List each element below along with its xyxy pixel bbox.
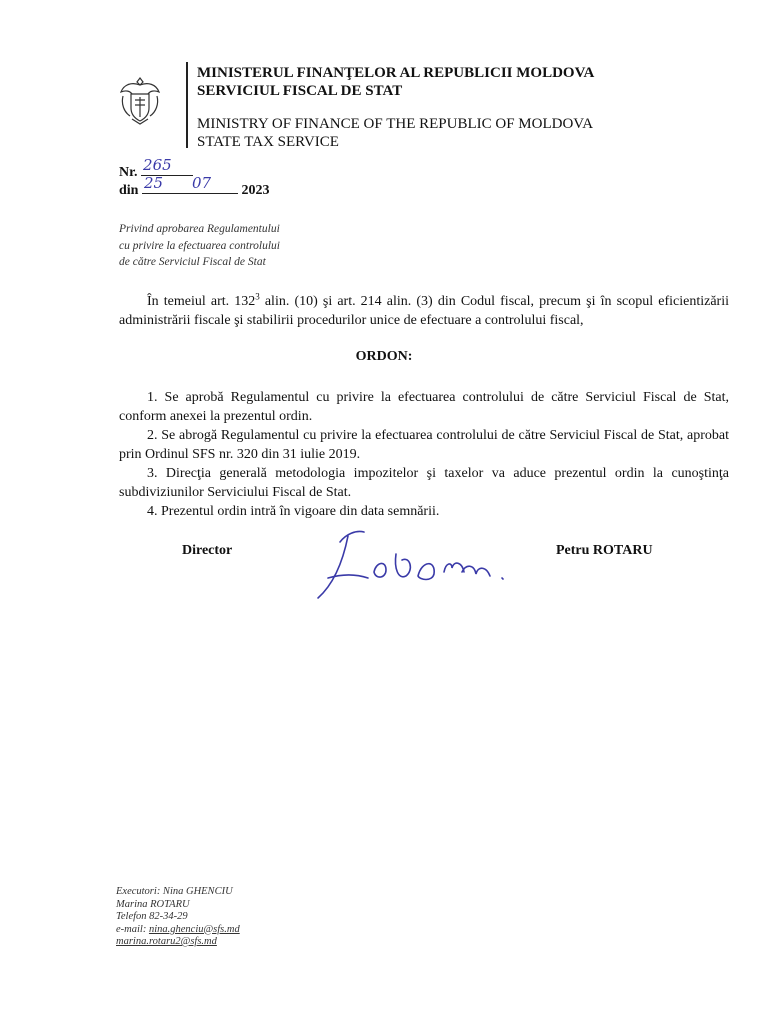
- email-link-1[interactable]: nina.ghenciu@sfs.md: [148, 923, 240, 935]
- order-item-2: 2. Se abrogă Regulamentul cu privire la efectuarea controlului de către Serviciul Fiscal de Stat, aprobat prin Ordinul SFS nr. 320 din 31 iulie 2019.: [119, 428, 729, 462]
- coat-of-arms-icon: [118, 74, 162, 126]
- subject-line-1: Privind aprobarea Regulamentului: [119, 223, 280, 235]
- order-day-value: 25: [143, 174, 164, 192]
- header-en: [197, 115, 593, 151]
- header-ro: [197, 64, 594, 100]
- order-date-row: [119, 174, 270, 199]
- ministry-name-en: MINISTRY OF FINANCE OF THE REPUBLIC OF MOLDOVA: [197, 116, 594, 132]
- service-name-en: STATE TAX SERVICE: [197, 134, 339, 150]
- executors-block: [116, 886, 240, 949]
- order-date-label: din: [119, 183, 139, 198]
- signatory-title: Director: [182, 543, 233, 558]
- order-day-field: [142, 174, 178, 194]
- order-month-value: 07: [191, 174, 212, 192]
- executors-line-1: Executori: Nina GHENCIU: [116, 886, 233, 897]
- preamble-start: În temeiul art. 132: [147, 294, 256, 309]
- preamble-superscript: 3: [255, 291, 260, 302]
- preamble-rest: alin. (10) şi art. 214 alin. (3) din Codul fiscal, precum şi în scopul eficientizării administrării fiscale şi stabilirii procedurilor unice de efectuare a controlului fiscal,: [119, 294, 729, 328]
- order-year: 2023: [241, 183, 270, 198]
- executors-email-row: [116, 924, 240, 937]
- order-item-1: 1. Se aprobă Regulamentul cu privire la efectuarea controlului de către Serviciul Fiscal de Stat, conform anexei la prezentul ordin.: [119, 390, 729, 424]
- subject-line-3: de către Serviciul Fiscal de Stat: [119, 256, 266, 268]
- order-items: [119, 388, 729, 521]
- order-item-3: 3. Direcţia generală metodologia impozitelor şi taxelor va aduce prezentul ordin la cunoştinţa subdiviziunilor Serviciului Fiscal de Stat.: [119, 466, 729, 500]
- order-number-label: Nr.: [119, 165, 138, 180]
- header-divider: [186, 62, 188, 148]
- order-month-field: [178, 174, 238, 194]
- executors-phone: Telefon 82-34-29: [116, 911, 188, 922]
- order-number-value: 265: [143, 156, 172, 174]
- ordon-heading: ORDON:: [355, 349, 413, 364]
- subject-line-2: cu privire la efectuarea controlului: [119, 239, 280, 252]
- preamble-paragraph: [119, 292, 729, 330]
- executors-line-2: Marina ROTARU: [116, 898, 190, 910]
- order-subject: [119, 221, 280, 271]
- ministry-name-ro: MINISTERUL FINANŢELOR AL REPUBLICII MOLDOVA: [197, 65, 595, 81]
- email-link-2[interactable]: marina.rotaru2@sfs.md: [116, 936, 217, 947]
- service-name-ro: SERVICIUL FISCAL DE STAT: [197, 83, 403, 99]
- order-item-4: 4. Prezentul ordin intră în vigoare din data semnării.: [147, 504, 440, 519]
- email-label: e-mail:: [116, 923, 149, 935]
- handwritten-signature: [312, 520, 522, 602]
- signatory-name: Petru ROTARU: [556, 543, 653, 558]
